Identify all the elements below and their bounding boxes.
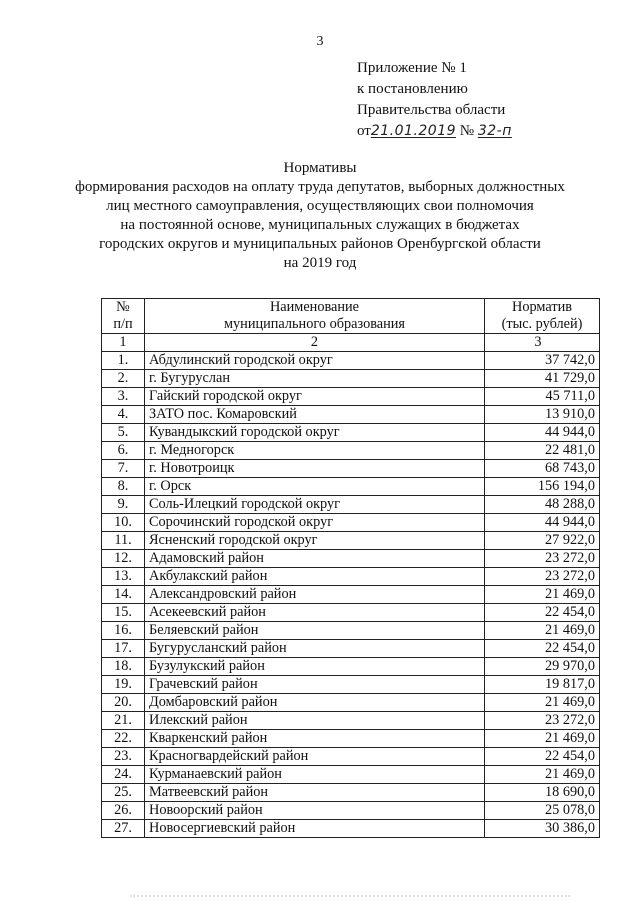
row-number: 7. xyxy=(102,460,145,478)
table-row xyxy=(102,532,600,550)
row-municipality: Сорочинский городской округ xyxy=(145,514,485,532)
row-norm-value: 23 272,0 xyxy=(485,712,600,730)
page-number: 3 xyxy=(316,34,324,49)
row-norm-value: 18 690,0 xyxy=(485,784,600,802)
row-norm-value: 44 944,0 xyxy=(485,424,600,442)
index-cell-3: 3 xyxy=(485,334,600,352)
row-number: 18. xyxy=(102,658,145,676)
row-number: 15. xyxy=(102,604,145,622)
row-norm-value: 44 944,0 xyxy=(485,514,600,532)
table-row xyxy=(102,496,600,514)
bleed-through-text xyxy=(130,895,570,901)
row-number: 11. xyxy=(102,532,145,550)
table-row xyxy=(102,550,600,568)
table-row xyxy=(102,604,600,622)
table-row xyxy=(102,460,600,478)
row-norm-value: 25 078,0 xyxy=(485,802,600,820)
row-norm-value: 41 729,0 xyxy=(485,370,600,388)
row-number: 9. xyxy=(102,496,145,514)
table-row xyxy=(102,586,600,604)
row-norm-value: 29 970,0 xyxy=(485,658,600,676)
row-norm-value: 19 817,0 xyxy=(485,676,600,694)
table-body xyxy=(102,352,600,838)
table-row xyxy=(102,442,600,460)
title-line-3: лиц местного самоуправления, осуществляющих свои полномочия xyxy=(106,198,534,214)
row-norm-value: 22 454,0 xyxy=(485,604,600,622)
appendix-number-label: № xyxy=(459,123,475,139)
row-number: 24. xyxy=(102,766,145,784)
row-number: 10. xyxy=(102,514,145,532)
row-norm-value: 45 711,0 xyxy=(485,388,600,406)
row-municipality: Александровский район xyxy=(145,586,485,604)
row-number: 17. xyxy=(102,640,145,658)
row-municipality: Курманаевский район xyxy=(145,766,485,784)
row-municipality: Матвеевский район xyxy=(145,784,485,802)
appendix-resolution: к постановлению xyxy=(357,81,468,97)
appendix-title: Приложение № 1 xyxy=(357,60,467,76)
row-norm-value: 22 454,0 xyxy=(485,748,600,766)
table-row xyxy=(102,352,600,370)
document-title xyxy=(0,159,640,273)
header-number-line-2: п/п xyxy=(113,316,133,332)
row-municipality: Кваркенский район xyxy=(145,730,485,748)
row-norm-value: 13 910,0 xyxy=(485,406,600,424)
row-number: 19. xyxy=(102,676,145,694)
row-municipality: г. Новотроицк xyxy=(145,460,485,478)
row-municipality: Илекский район xyxy=(145,712,485,730)
row-number: 22. xyxy=(102,730,145,748)
header-name-line-1: Наименование xyxy=(269,299,360,315)
row-municipality: Домбаровский район xyxy=(145,694,485,712)
row-norm-value: 21 469,0 xyxy=(485,694,600,712)
row-number: 2. xyxy=(102,370,145,388)
row-number: 26. xyxy=(102,802,145,820)
table-index-row xyxy=(102,334,600,352)
table-row xyxy=(102,406,600,424)
table-row xyxy=(102,514,600,532)
table-row xyxy=(102,424,600,442)
row-norm-value: 48 288,0 xyxy=(485,496,600,514)
title-line-4: на постоянной основе, муниципальных служащих в бюджетах xyxy=(120,217,520,233)
row-municipality: Акбулакский район xyxy=(145,568,485,586)
appendix-government: Правительства области xyxy=(357,102,506,118)
table-row xyxy=(102,676,600,694)
table-row xyxy=(102,622,600,640)
row-norm-value: 22 454,0 xyxy=(485,640,600,658)
table-row xyxy=(102,820,600,838)
row-municipality: Новоорский район xyxy=(145,802,485,820)
row-municipality: Красногвардейский район xyxy=(145,748,485,766)
row-municipality: Асекеевский район xyxy=(145,604,485,622)
row-municipality: Гайский городской округ xyxy=(145,388,485,406)
table-row xyxy=(102,766,600,784)
row-number: 12. xyxy=(102,550,145,568)
header-name xyxy=(145,299,485,334)
row-municipality: г. Орск xyxy=(145,478,485,496)
table-row xyxy=(102,640,600,658)
row-number: 5. xyxy=(102,424,145,442)
title-line-2: формирования расходов на оплату труда депутатов, выборных должностных xyxy=(75,179,565,195)
table-header-row xyxy=(102,299,600,334)
row-municipality: Новосергиевский район xyxy=(145,820,485,838)
row-municipality: Кувандыкский городской округ xyxy=(145,424,485,442)
index-cell-1: 1 xyxy=(102,334,145,352)
row-municipality: г. Бугуруслан xyxy=(145,370,485,388)
row-municipality: Соль-Илецкий городской округ xyxy=(145,496,485,514)
table-row xyxy=(102,658,600,676)
row-number: 4. xyxy=(102,406,145,424)
table-row xyxy=(102,712,600,730)
row-norm-value: 27 922,0 xyxy=(485,532,600,550)
table-row xyxy=(102,694,600,712)
handwritten-number: 32-п xyxy=(477,123,512,139)
row-norm-value: 156 194,0 xyxy=(485,478,600,496)
appendix-block xyxy=(357,58,512,142)
table-row xyxy=(102,568,600,586)
row-municipality: Бугурусланский район xyxy=(145,640,485,658)
table-row xyxy=(102,730,600,748)
header-value-line-2: (тыс. рублей) xyxy=(501,316,583,332)
row-number: 25. xyxy=(102,784,145,802)
row-number: 16. xyxy=(102,622,145,640)
header-value-line-1: Норматив xyxy=(512,299,572,315)
row-municipality: Беляевский район xyxy=(145,622,485,640)
row-norm-value: 23 272,0 xyxy=(485,568,600,586)
row-norm-value: 21 469,0 xyxy=(485,730,600,748)
row-number: 14. xyxy=(102,586,145,604)
title-line-5: городских округов и муниципальных районов Оренбургской области xyxy=(99,236,541,252)
row-number: 8. xyxy=(102,478,145,496)
row-municipality: ЗАТО пос. Комаровский xyxy=(145,406,485,424)
row-municipality: г. Медногорск xyxy=(145,442,485,460)
row-norm-value: 21 469,0 xyxy=(485,622,600,640)
row-norm-value: 21 469,0 xyxy=(485,766,600,784)
row-number: 20. xyxy=(102,694,145,712)
row-number: 1. xyxy=(102,352,145,370)
appendix-date-line xyxy=(357,121,512,142)
row-number: 6. xyxy=(102,442,145,460)
title-line-1: Нормативы xyxy=(283,160,357,176)
row-number: 13. xyxy=(102,568,145,586)
row-number: 21. xyxy=(102,712,145,730)
row-norm-value: 21 469,0 xyxy=(485,586,600,604)
table-row xyxy=(102,802,600,820)
title-line-6: на 2019 год xyxy=(283,255,357,271)
row-norm-value: 22 481,0 xyxy=(485,442,600,460)
row-number: 3. xyxy=(102,388,145,406)
table-row xyxy=(102,748,600,766)
header-number xyxy=(102,299,145,334)
row-norm-value: 68 743,0 xyxy=(485,460,600,478)
row-municipality: Абдулинский городской округ xyxy=(145,352,485,370)
row-norm-value: 23 272,0 xyxy=(485,550,600,568)
table-row xyxy=(102,478,600,496)
row-norm-value: 37 742,0 xyxy=(485,352,600,370)
table-row xyxy=(102,784,600,802)
appendix-from-label: от xyxy=(357,123,371,139)
row-municipality: Бузулукский район xyxy=(145,658,485,676)
header-name-line-2: муниципального образования xyxy=(223,316,406,332)
row-number: 27. xyxy=(102,820,145,838)
row-municipality: Грачевский район xyxy=(145,676,485,694)
table-row xyxy=(102,370,600,388)
index-cell-2: 2 xyxy=(145,334,485,352)
header-number-line-1: № xyxy=(116,299,130,315)
row-norm-value: 30 386,0 xyxy=(485,820,600,838)
table-row xyxy=(102,388,600,406)
row-municipality: Адамовский район xyxy=(145,550,485,568)
row-municipality: Ясненский городской округ xyxy=(145,532,485,550)
handwritten-date: 21.01.2019 xyxy=(370,123,457,139)
row-number: 23. xyxy=(102,748,145,766)
header-value xyxy=(485,299,600,334)
norms-table xyxy=(101,298,600,838)
